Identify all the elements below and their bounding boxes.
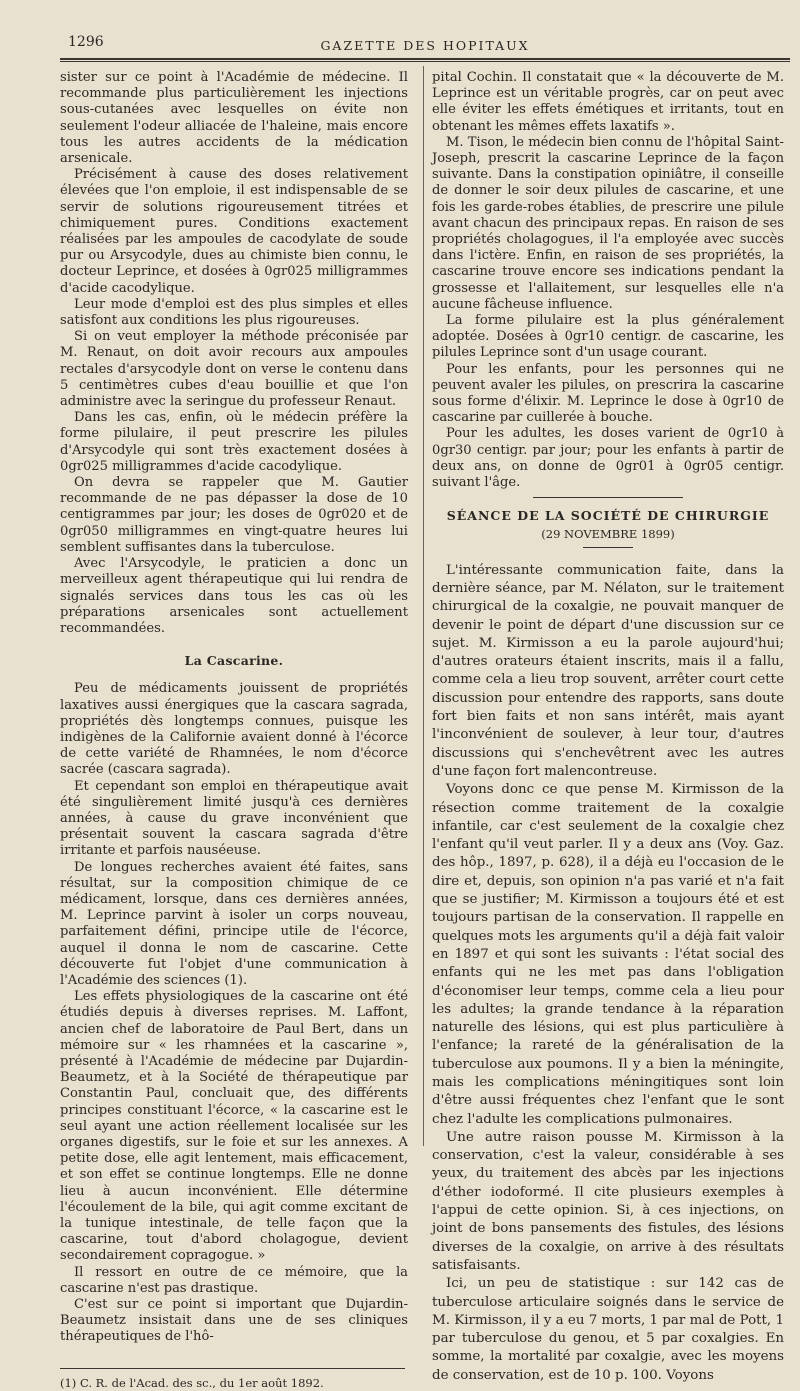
page-number: 1296 (68, 34, 104, 50)
paragraph: La forme pilulaire est la plus généralement adoptée. Dosées à 0gr10 centigr. de cascarine, les pilules Leprince sont d'un usage courant. (432, 313, 784, 361)
header-rule (60, 58, 790, 60)
column-divider (423, 66, 424, 1146)
section-title: SÉANCE DE LA SOCIÉTÉ DE CHIRURGIE (446, 508, 770, 524)
paragraph: Les effets physiologiques de la cascarine ont été étudiés depuis à diverses reprises. M. Laffont, ancien chef de laboratoire de Paul Bert, dans un mémoire sur « les rhamnées et la cascarine », présenté à l'Académie de médecine par Dujardin-Beaumetz, et à la Société de thérapeutique par Constantin Paul, concluait que, des différents principes constituant l'écorce, « la cascarine est le seul ayant une action réellement localisée sur les organes digestifs, sur le foie et sur les annexes. A petite dose, elle agit lentement, mais efficacement, et son effet se continue longtemps. Elle ne donne lieu à aucun inconvénient. Elle détermine l'écoulement de la bile, qui agit comme excitant de la tunique intestinale, de telle façon que la cascarine, tout d'abord cholagogue, devient secondairement copragogue. » (60, 989, 408, 1264)
paragraph: Ici, un peu de statistique : sur 142 cas de tuberculose articulaire soignés dans le service de M. Kirmisson, il y a eu 7 morts, 1 par mal de Pott, 1 par tuberculose du genou, et 5 par coxalgies. En somme, la mortalité par coxalgie, avec les moyens de conservation, est de 10 p. 100. Voyons (432, 1276, 784, 1383)
paragraph: Leur mode d'emploi est des plus simples et elles satisfont aux conditions les plus rigoureuses. (60, 296, 408, 329)
journal-title: GAZETTE DES HOPITAUX (320, 38, 530, 53)
article-subheading: La Cascarine. (184, 653, 284, 669)
left-column (60, 70, 408, 1391)
paragraph: Dans les cas, enfin, où le médecin préfère la forme pilulaire, il peut prescrire les pilules d'Arsycodyle qui sont très exactement dosées à 0gr025 milligrammes d'acide cacodylique. (60, 410, 408, 474)
section-date: (29 NOVEMBRE 1899) (541, 527, 675, 542)
paragraph: Précisément à cause des doses relativement élevées que l'on emploie, il est indispensable de se servir de solutions rigoureusement titrées et chimiquement pures. Conditions exactement réalisées par les ampoules de cacodylate de soude pur ou Arsycodyle, dues au chimiste bien connu, le docteur Leprince, et dosées à 0gr025 milligrammes d'acide cacodylique. (60, 167, 408, 296)
paragraph: Voyons donc ce que pense M. Kirmisson de la résection comme traitement de la coxalgie infantile, car c'est seulement de la coxalgie chez l'enfant qu'il veut parler. Il y a deux ans (Voy. Gaz. des hôp., 1897, p. 628), il a déjà eu l'occasion de le dire et, depuis, son opinion n'a pas varié et n'a fait que se justifier; M. Kirmisson a toujours été et est toujours partisan de la conservation. Il rappelle en quelques mots les arguments qu'il a déjà fait valoir en 1897 et qui sont les suivants : l'état social des enfants qui ne les met pas dans l'obligation d'économiser leur temps, comme cela a lieu pour les adultes; la grande tendance à la réparation naturelle des lésions, qui est plus particulière à l'enfance; la rareté de la généralisation de la tuberculose aux poumons. Il y a bien la méningite, mais les complications méningitiques sont loin d'être aussi fréquentes chez l'enfant que le sont chez l'adulte les complications pulmonaires. (432, 782, 784, 1127)
paragraph: De longues recherches avaient été faites, sans résultat, sur la composition chimique de ce médicament, lorsque, dans ces dernières années, M. Leprince parvint à isoler un corps nouveau, parfaitement défini, principe utile de l'écorce, auquel il donna le nom de cascarine. Cette découverte fut l'objet d'une communication à l'Académie des sciences (1). (60, 859, 408, 988)
paragraph: Avec l'Arsycodyle, le praticien a donc un merveilleux agent thérapeutique qui lui rendra de signalés services dans tous les cas où les préparations arsenicales sont actuellement recommandées. (60, 556, 408, 636)
paragraph: Il ressort en outre de ce mémoire, que la cascarine n'est pas drastique. (60, 1264, 408, 1296)
paragraph: C'est sur ce point si important que Dujardin-Beaumetz insistait dans une de ses cliniques thérapeutiques de l'hô- (60, 1297, 408, 1345)
header-rule-thin (60, 61, 790, 62)
paragraph: Si on veut employer la méthode préconisée par M. Renaut, on doit avoir recours aux ampoules rectales d'arsycodyle dont on verse le contenu dans 5 centimètres cubes d'eau bouillie et que l'on administre avec la seringue du professeur Renaut. (60, 329, 408, 410)
paragraph: On devra se rappeler que M. Gautier recommande de ne pas dépasser la dose de 10 centigrammes par jour; les doses de 0gr020 et de 0gr050 milligrammes en vingt-quatre heures lui semblent suffisantes dans la tuberculose. (60, 475, 408, 555)
paragraph: Pour les enfants, pour les personnes qui ne peuvent avaler les pilules, on prescrira la cascarine sous forme d'élixir. M. Leprince le dose à 0gr10 de cascarine par cuillerée à bouche. (432, 361, 784, 426)
paragraph: Et cependant son emploi en thérapeutique avait été singulièrement limité jusqu'à ces dernières années, à cause du grave inconvénient que présentait souvent la cascara sagrada d'être irritante et parfois nauséeuse. (60, 778, 408, 859)
surgery-report (432, 562, 784, 1385)
right-column (432, 70, 784, 1385)
paragraph: pital Cochin. Il constatait que « la découverte de M. Leprince est un véritable progrès, car on peut avec elle éviter les effets émétiques et irritants, tout en obtenant les mêmes effets laxatifs ». (432, 70, 784, 134)
paragraph: Peu de médicaments jouissent de propriétés laxatives aussi énergiques que la cascara sagrada, propriétés dès longtemps connues, puisque les indigènes de la Californie avaient donné à l'écorce de cette variété de Rhamnées, le nom d'écorce sacrée (cascara sagrada). (60, 681, 408, 778)
page-header (60, 28, 790, 56)
section-rule (583, 547, 633, 548)
paragraph: Pour les adultes, les doses varient de 0gr10 à 0gr30 centigr. par jour; pour les enfants à partir de deux ans, on donne de 0gr01 à 0gr05 centigr. suivant l'âge. (432, 426, 784, 491)
paragraph: sister sur ce point à l'Académie de médecine. Il recommande plus particulièrement les injections sous-cutanées avec lesquelles on évite non seulement l'odeur alliacée de l'haleine, mais encore tous les autres accidents de la médication arsenicale. (60, 70, 408, 167)
footnote-rule (60, 1368, 405, 1369)
paragraph: L'intéressante communication faite, dans la dernière séance, par M. Nélaton, sur le traitement chirurgical de la coxalgie, ne pouvait manquer de devenir le point de départ d'une discussion sur ce sujet. M. Kirmisson a eu la parole aujourd'hui; d'autres orateurs étaient inscrits, mais il a fallu, comme cela a lieu trop souvent, arrêter court cette discussion pour entendre des rapports, sans doute fort bien faits et non sans intérêt, mais ayant l'inconvénient de soulever, à leur tour, d'autres discussions qui s'enchevêtrent avec les autres d'une façon fort malencontreuse. (432, 562, 784, 779)
section-separator (533, 497, 683, 498)
paragraph: Une autre raison pousse M. Kirmisson à la conservation, c'est la valeur, considérable à ses yeux, du traitement des abcès par les injections d'éther iodoformé. Il cite plusieurs exemples à l'appui de cette opinion. Si, à ces injections, on joint de bons pansements des fistules, des lésions diverses de la coxalgie, on arrive à des résultats satisfaisants. (432, 1129, 784, 1273)
footnote: (1) C. R. de l'Acad. des sc., du 1er août 1892. (60, 1375, 324, 1390)
paragraph: M. Tison, le médecin bien connu de l'hôpital Saint-Joseph, prescrit la cascarine Leprince de la façon suivante. Dans la constipation opiniâtre, il conseille de donner le soir deux pilules de cascarine, et une fois les garde-robes établies, de prescrire une pilule avant chacun des principaux repas. En raison de ses propriétés cholagogues, il l'a employée avec succès dans l'ictère. Enfin, en raison de ses propriétés, la cascarine trouve encore ses indications pendant la grossesse et l'allaitement, sur lesquelles elle n'a aucune fâcheuse influence. (432, 134, 784, 312)
